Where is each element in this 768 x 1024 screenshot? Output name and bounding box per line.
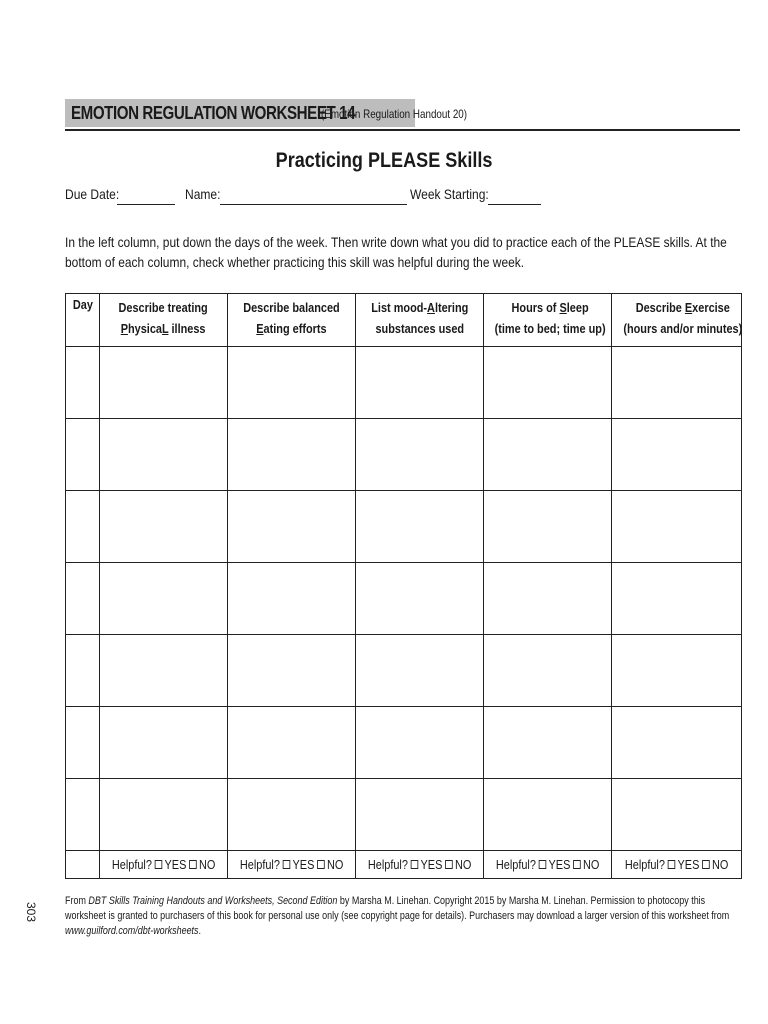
due-date-label: Due Date: [65, 186, 120, 202]
day-cell[interactable] [66, 779, 100, 851]
entry-cell[interactable] [612, 779, 742, 851]
entry-cell[interactable] [484, 563, 612, 635]
week-starting-field[interactable] [488, 204, 541, 205]
table-row [66, 419, 742, 491]
entry-cell[interactable] [228, 563, 356, 635]
entry-cell[interactable] [100, 347, 228, 419]
day-cell[interactable] [66, 491, 100, 563]
day-cell[interactable] [66, 563, 100, 635]
entry-cell[interactable] [484, 779, 612, 851]
entry-cell[interactable] [356, 563, 484, 635]
entry-cell[interactable] [356, 707, 484, 779]
no-checkbox[interactable] [573, 860, 581, 869]
eating-column-header: Describe balanced Eating efforts [228, 294, 356, 347]
entry-cell[interactable] [612, 707, 742, 779]
yes-label: YES [548, 857, 571, 872]
entry-cell[interactable] [484, 347, 612, 419]
no-label: NO [582, 857, 600, 872]
entry-cell[interactable] [100, 491, 228, 563]
no-checkbox[interactable] [445, 860, 453, 869]
entry-cell[interactable] [100, 635, 228, 707]
helpful-label: Helpful? [367, 857, 408, 872]
entry-cell[interactable] [484, 707, 612, 779]
please-skills-table [65, 293, 742, 879]
entry-cell[interactable] [356, 347, 484, 419]
entry-cell[interactable] [356, 779, 484, 851]
no-label: NO [326, 857, 344, 872]
name-label: Name: [185, 186, 221, 202]
no-label: NO [198, 857, 216, 872]
worksheet-header [65, 99, 740, 131]
yes-checkbox[interactable] [282, 860, 290, 869]
page-number: 303 [24, 902, 38, 923]
worksheet-url[interactable]: www.guilford.com/dbt-worksheets [65, 925, 199, 937]
no-label: NO [711, 857, 729, 872]
entry-cell[interactable] [612, 491, 742, 563]
mood-altering-column-header: List mood-Altering substances used [356, 294, 484, 347]
entry-cell[interactable] [484, 491, 612, 563]
handout-reference: (Emotion Regulation Handout 20) [321, 107, 468, 121]
helpful-day-cell [66, 851, 100, 879]
yes-label: YES [164, 857, 187, 872]
helpful-cell [356, 851, 484, 879]
entry-cell[interactable] [356, 491, 484, 563]
entry-cell[interactable] [612, 419, 742, 491]
table-body [66, 347, 742, 879]
helpful-cell [612, 851, 742, 879]
yes-label: YES [420, 857, 443, 872]
helpful-cell [228, 851, 356, 879]
helpful-label: Helpful? [624, 857, 665, 872]
table-row [66, 779, 742, 851]
entry-cell[interactable] [612, 347, 742, 419]
day-column-header: Day [66, 294, 100, 347]
week-starting-label: Week Starting: [410, 186, 489, 202]
table-header-row [66, 294, 742, 347]
no-label: NO [454, 857, 472, 872]
no-checkbox[interactable] [702, 860, 710, 869]
entry-cell[interactable] [612, 563, 742, 635]
day-cell[interactable] [66, 347, 100, 419]
yes-checkbox[interactable] [410, 860, 418, 869]
table-row [66, 707, 742, 779]
no-checkbox[interactable] [189, 860, 197, 869]
table-row [66, 563, 742, 635]
entry-cell[interactable] [484, 635, 612, 707]
day-cell[interactable] [66, 635, 100, 707]
no-checkbox[interactable] [317, 860, 325, 869]
table-row [66, 491, 742, 563]
helpful-label: Helpful? [111, 857, 152, 872]
entry-cell[interactable] [356, 419, 484, 491]
entry-cell[interactable] [228, 779, 356, 851]
table-row [66, 635, 742, 707]
entry-cell[interactable] [100, 707, 228, 779]
entry-cell[interactable] [100, 419, 228, 491]
yes-label: YES [292, 857, 315, 872]
entry-cell[interactable] [100, 563, 228, 635]
page-title: Practicing PLEASE Skills [275, 149, 493, 172]
entry-cell[interactable] [228, 635, 356, 707]
worksheet-fields [65, 186, 545, 208]
due-date-field[interactable] [117, 204, 175, 205]
entry-cell[interactable] [228, 707, 356, 779]
entry-cell[interactable] [228, 419, 356, 491]
day-cell[interactable] [66, 707, 100, 779]
entry-cell[interactable] [356, 635, 484, 707]
helpful-label: Helpful? [495, 857, 536, 872]
yes-checkbox[interactable] [154, 860, 162, 869]
entry-cell[interactable] [100, 779, 228, 851]
worksheet-title: EMOTION REGULATION WORKSHEET 14 [65, 99, 415, 127]
instructions: In the left column, put down the days of the week. Then write down what you did to practice each of the PLEASE skills. At the bottom of each column, check whether practicing this skill was helpful during the week. [65, 234, 727, 270]
book-title: DBT Skills Training Handouts and Worksheets, Second Edition [88, 895, 338, 907]
copyright-footer: From DBT Skills Training Handouts and Worksheets, Second Edition by Marsha M. Linehan. Copyright 2015 by Marsha M. Linehan. Permission to photocopy this worksheet is granted to purchasers of this book for personal use only (see copyright page for details). Purchasers may download a larger version of this worksheet from www.guilford.com/dbt-worksheets. [65, 895, 730, 937]
helpful-cell [484, 851, 612, 879]
helpful-label: Helpful? [239, 857, 280, 872]
entry-cell[interactable] [612, 635, 742, 707]
helpful-row [66, 851, 742, 879]
day-cell[interactable] [66, 419, 100, 491]
name-field[interactable] [220, 204, 407, 205]
yes-checkbox[interactable] [538, 860, 546, 869]
entry-cell[interactable] [484, 419, 612, 491]
physical-illness-column-header: Describe treating PhysicaL illness [100, 294, 228, 347]
entry-cell[interactable] [228, 491, 356, 563]
table-row [66, 347, 742, 419]
sleep-column-header: Hours of Sleep (time to bed; time up) [484, 294, 612, 347]
exercise-column-header: Describe Exercise (hours and/or minutes) [612, 294, 742, 347]
yes-label: YES [677, 857, 700, 872]
entry-cell[interactable] [228, 347, 356, 419]
helpful-cell [100, 851, 228, 879]
yes-checkbox[interactable] [667, 860, 675, 869]
